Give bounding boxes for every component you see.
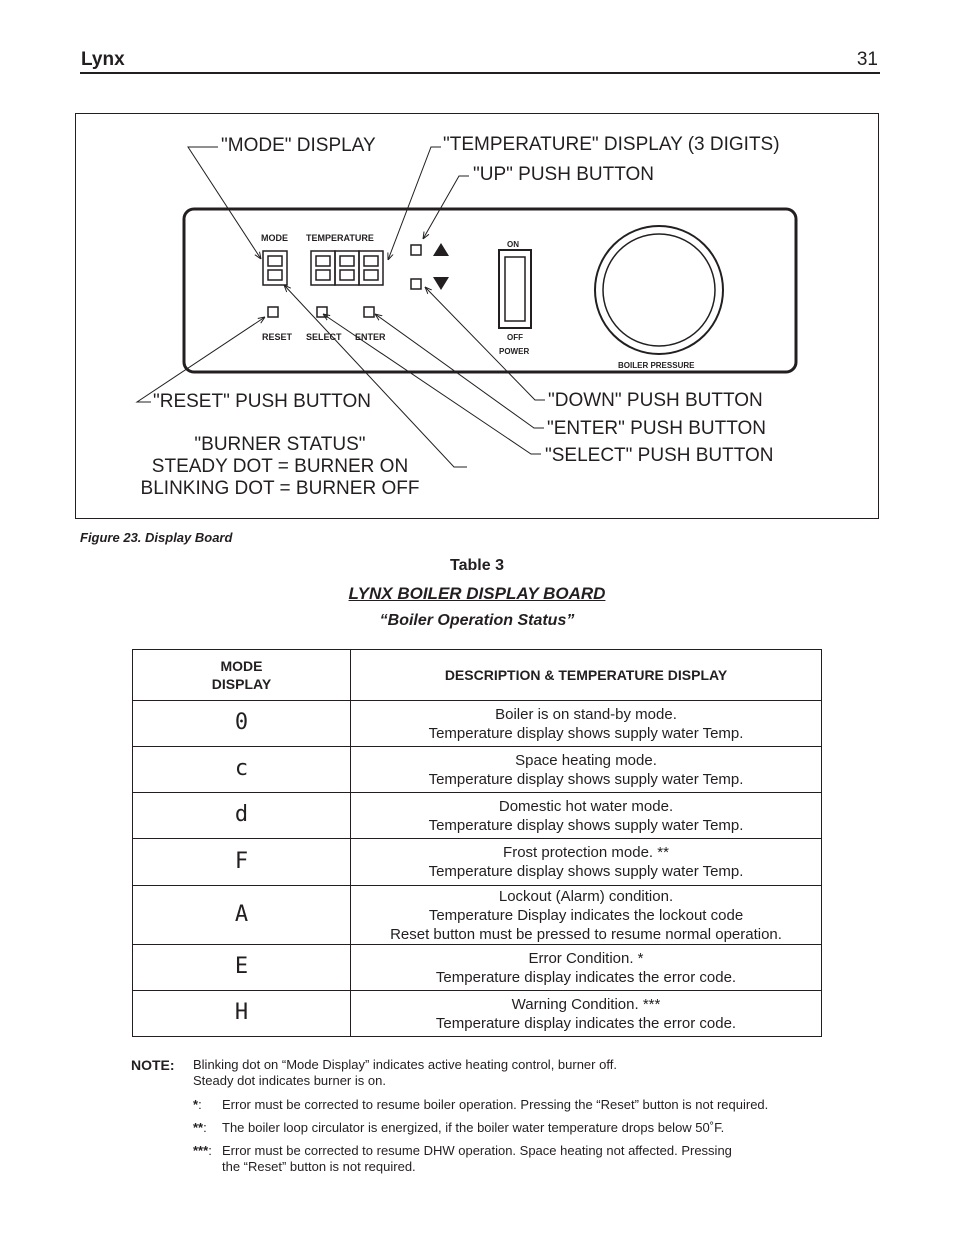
table-row: [133, 701, 822, 747]
footnote-symbol: ***: [193, 1143, 209, 1158]
callout-down-button: "DOWN" PUSH BUTTON: [548, 390, 763, 411]
callout-enter-button: "ENTER" PUSH BUTTON: [547, 418, 766, 439]
pressure-gauge: [595, 226, 723, 354]
up-arrow-icon: [433, 243, 449, 256]
table-row: [133, 747, 822, 793]
table-row: [133, 793, 822, 839]
description-line: Domestic hot water mode.: [498, 797, 674, 815]
description-line: Frost protection mode. **: [503, 844, 669, 861]
mode-glyph: c: [234, 756, 249, 781]
description-line: Temperature display shows supply water Temp.: [428, 863, 744, 880]
mode-digit-display: [263, 251, 287, 285]
note-line: Steady dot indicates burner is on.: [193, 1073, 386, 1088]
footnote-mark: [193, 1120, 207, 1136]
callout-temperature-display: "TEMPERATURE" DISPLAY (3 DIGITS): [443, 134, 780, 155]
description-line: Temperature Display indicates the lockout code: [428, 906, 744, 924]
description-cell: [351, 945, 822, 991]
header-brand: Lynx: [81, 49, 125, 70]
power-switch: [499, 250, 531, 328]
description-line: Error Condition. *: [528, 949, 644, 967]
description-cell: [351, 839, 822, 886]
mode-display-cell: [133, 701, 351, 747]
down-button: [411, 279, 421, 289]
description-line: Space heating mode.: [515, 751, 657, 769]
mode-display-cell: [133, 945, 351, 991]
footnote-line: Error must be corrected to resume DHW operation. Space heating not affected. Pressing: [222, 1143, 732, 1158]
description-line: Temperature display indicates the error code.: [435, 968, 737, 986]
description-line: Temperature display indicates the error code.: [435, 1014, 737, 1032]
leader-lines: [137, 147, 545, 467]
panel-label-on: ON: [507, 240, 519, 249]
burner-status-blinking: BLINKING DOT = BURNER OFF: [140, 478, 420, 499]
description-cell: [351, 747, 822, 793]
temperature-digit-display: [311, 251, 383, 285]
footnote-line: Error must be corrected to resume boiler operation. Pressing the “Reset” button is not required.: [222, 1097, 769, 1112]
enter-button: [364, 307, 374, 317]
table-header-row: [133, 650, 822, 701]
callout-burner-status: [130, 434, 430, 500]
mode-display-cell: [133, 991, 351, 1037]
description-line: Boiler is on stand-by mode.: [495, 705, 677, 723]
callout-mode-display: "MODE" DISPLAY: [221, 135, 376, 156]
footnote-separator: :: [198, 1097, 202, 1112]
footnote-line: the “Reset” button is not required.: [222, 1159, 416, 1174]
table-subtitle: “Boiler Operation Status”: [379, 612, 575, 629]
panel-label-enter: ENTER: [355, 332, 386, 342]
up-button: [411, 245, 421, 255]
header-mode-display: MODE DISPLAY: [133, 650, 351, 701]
description-cell: [351, 991, 822, 1037]
panel-label-temperature: TEMPERATURE: [306, 233, 374, 243]
mode-glyph: F: [234, 848, 249, 874]
footnote-text: [222, 1097, 768, 1113]
mode-glyph: 0: [234, 710, 249, 735]
burner-status-title: "BURNER STATUS": [194, 434, 366, 455]
note-text: [193, 1057, 617, 1089]
note-line: Blinking dot on “Mode Display” indicates active heating control, burner off.: [193, 1057, 617, 1072]
footnote-text: [222, 1143, 732, 1175]
mode-display-cell: [133, 839, 351, 886]
footnote-separator: :: [203, 1120, 207, 1135]
table-row: [133, 991, 822, 1037]
footnote-separator: :: [208, 1143, 212, 1158]
status-table: [132, 649, 822, 1037]
page-number: 31: [856, 49, 878, 70]
mode-glyph: A: [234, 901, 249, 927]
callout-up-button: "UP" PUSH BUTTON: [473, 164, 654, 185]
description-cell: [351, 793, 822, 839]
description-line: Lockout (Alarm) condition.: [498, 887, 674, 905]
callout-select-button: "SELECT" PUSH BUTTON: [545, 445, 774, 466]
footnote-text: [222, 1120, 724, 1136]
table-row: [133, 945, 822, 991]
description-line: Temperature display shows supply water Temp.: [428, 770, 744, 788]
note-label: NOTE:: [131, 1057, 175, 1073]
panel-label-power: POWER: [499, 347, 530, 356]
mode-display-cell: [133, 886, 351, 945]
panel-label-reset: RESET: [262, 332, 293, 342]
footnote-symbol: **: [193, 1120, 204, 1135]
description-line: Reset button must be pressed to resume normal operation.: [390, 925, 782, 943]
burner-status-steady: STEADY DOT = BURNER ON: [151, 456, 409, 477]
mode-glyph: E: [234, 954, 249, 979]
description-line: Temperature display shows supply water Temp.: [428, 816, 744, 834]
mode-display-cell: [133, 747, 351, 793]
description-line: Temperature display shows supply water Temp.: [428, 724, 744, 742]
down-arrow-icon: [433, 277, 449, 290]
reset-button: [268, 307, 278, 317]
panel-label-mode: MODE: [261, 233, 288, 243]
description-cell: [351, 886, 822, 945]
description-cell: [351, 701, 822, 747]
table-label: Table 3: [450, 557, 504, 574]
table-title: LYNX BOILER DISPLAY BOARD: [348, 584, 606, 603]
panel-label-off: OFF: [507, 333, 523, 342]
header-rule: [80, 72, 880, 74]
figure-caption: Figure 23. Display Board: [80, 530, 233, 545]
description-line: Warning Condition. ***: [511, 995, 661, 1013]
mode-display-cell: [133, 793, 351, 839]
header-description: DESCRIPTION & TEMPERATURE DISPLAY: [351, 650, 822, 701]
callout-reset-button: "RESET" PUSH BUTTON: [153, 391, 371, 412]
footnote-mark: [193, 1097, 202, 1113]
panel-label-select: SELECT: [306, 332, 342, 342]
footnote-mark: [193, 1143, 212, 1159]
mode-glyph: d: [234, 802, 249, 827]
mode-glyph: H: [234, 1000, 249, 1025]
table-row: [133, 839, 822, 886]
panel-label-boiler-pressure: BOILER PRESSURE: [618, 361, 695, 370]
footnote-line: The boiler loop circulator is energized, if the boiler water temperature drops below 50˚F.: [222, 1120, 725, 1135]
footnote-symbol: *: [193, 1097, 199, 1112]
table-row: [133, 886, 822, 945]
